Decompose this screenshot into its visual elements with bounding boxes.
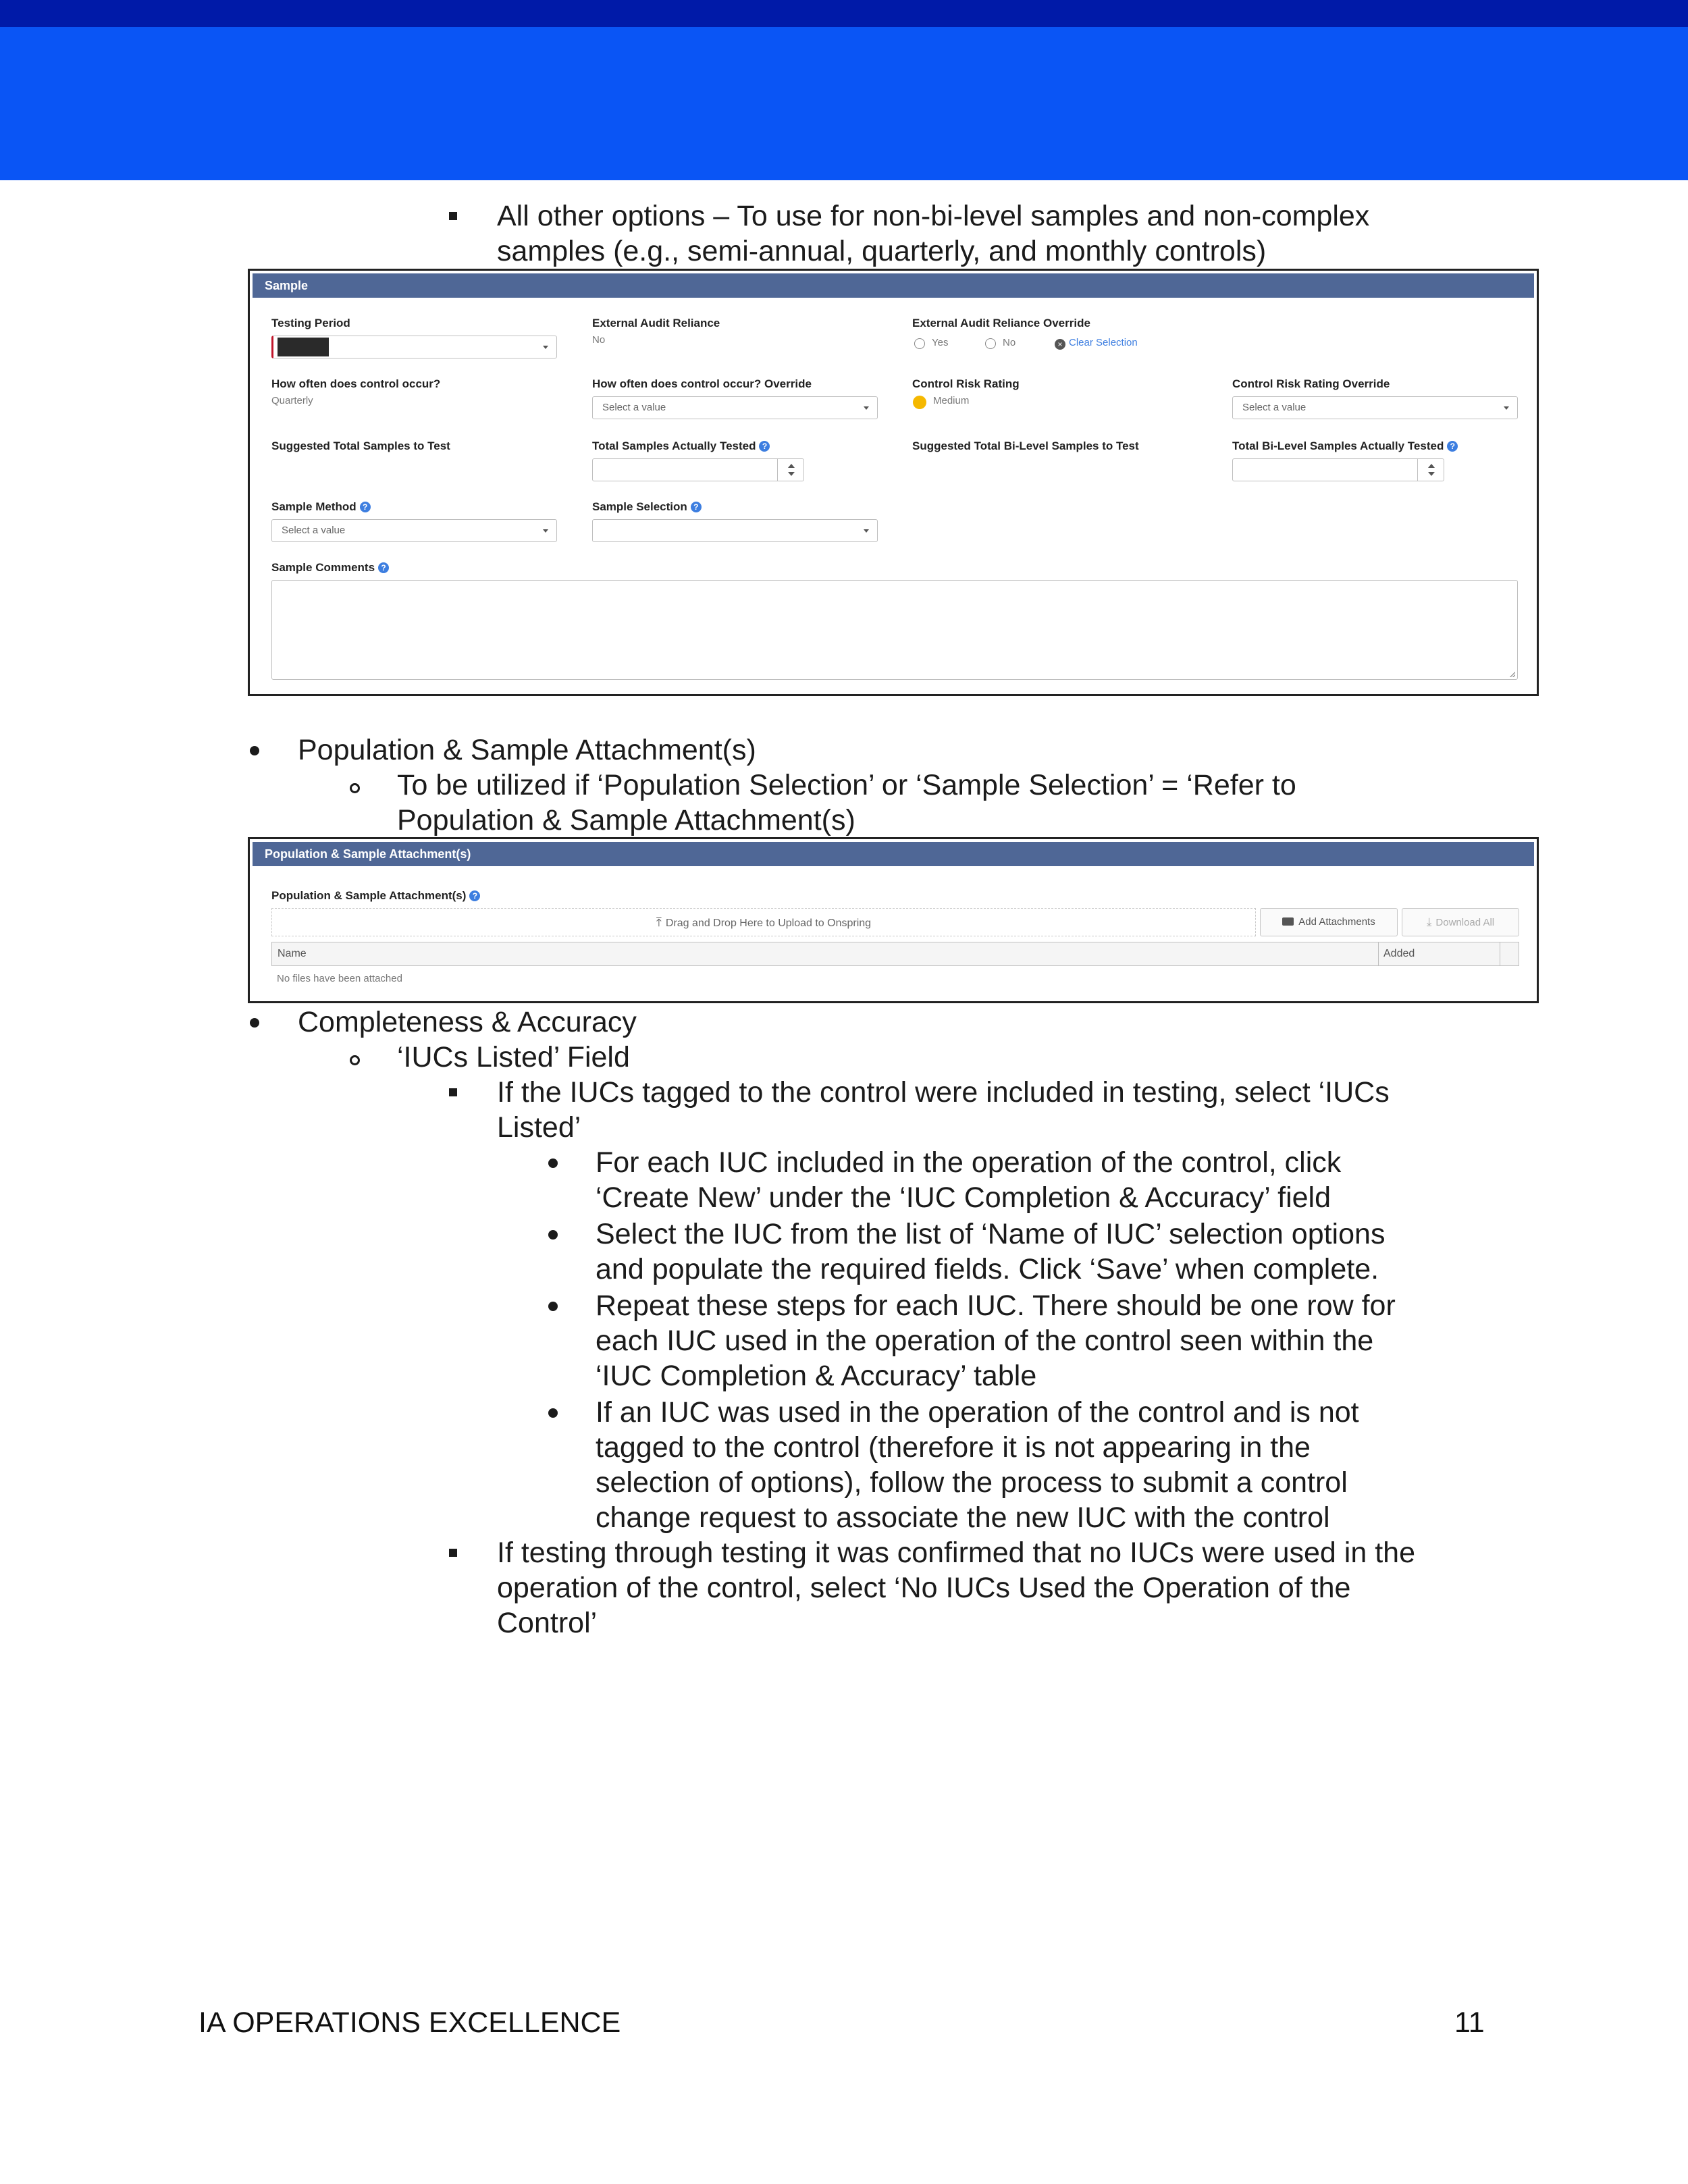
help-icon[interactable]: ? — [1447, 441, 1458, 452]
sub4-line-2: tagged to the control (therefore it is not appearing in the — [596, 1431, 1311, 1464]
sub3-line-2: each IUC used in the operation of the control seen within the — [596, 1325, 1374, 1357]
page-number: 11 — [1454, 2006, 1485, 2039]
column-header-name[interactable]: Name — [278, 948, 307, 959]
help-icon[interactable]: ? — [691, 502, 702, 512]
total-tested-input[interactable] — [592, 458, 804, 481]
sample-panel-header: Sample — [253, 273, 1534, 298]
dropzone-text: Drag and Drop Here to Upload to Onspring — [665, 917, 872, 929]
risk-dot-icon — [913, 396, 926, 409]
bilevel-tested-label-wrap — [1232, 440, 1458, 453]
sub4-line-3: selection of options), follow the process to submit a control — [596, 1466, 1348, 1499]
external-audit-reliance-label: External Audit Reliance — [592, 317, 720, 329]
suggested-bilevel-label: Suggested Total Bi-Level Samples to Test — [912, 440, 1139, 452]
attachment-panel-header: Population & Sample Attachment(s) — [253, 842, 1534, 866]
stepper-buttons[interactable] — [777, 459, 803, 481]
how-often-override-label: How often does control occur? Override — [592, 377, 812, 390]
item1-line-2: Listed’ — [497, 1111, 581, 1144]
download-icon: ⤓ — [1426, 915, 1432, 928]
banner-top-strip — [0, 0, 1688, 27]
clear-selection-link[interactable] — [1055, 337, 1138, 350]
sample-method-label-wrap — [271, 500, 371, 514]
no-files-text: No files have been attached — [277, 973, 402, 984]
square-bullet-icon — [449, 212, 457, 220]
radio-no[interactable] — [985, 338, 996, 349]
intro-line-1: All other options – To use for non-bi-level samples and non-complex — [497, 200, 1370, 232]
control-risk-override-label: Control Risk Rating Override — [1232, 377, 1390, 390]
round-bullet-icon — [250, 1018, 259, 1028]
round-bullet-icon — [548, 1158, 558, 1168]
sample-selection-label-wrap — [592, 500, 702, 514]
help-icon[interactable]: ? — [378, 562, 389, 573]
sub2-line-2: and populate the required fields. Click ‘Save’ when complete. — [596, 1253, 1379, 1285]
sample-method-label: Sample Method — [271, 500, 357, 513]
chevron-down-icon — [864, 529, 869, 533]
radio-yes-label: Yes — [932, 337, 949, 348]
external-audit-reliance-value: No — [592, 334, 606, 346]
sample-comments-textarea[interactable] — [271, 580, 1518, 680]
radio-no-label: No — [1003, 337, 1016, 348]
help-icon[interactable]: ? — [759, 441, 770, 452]
column-divider — [1378, 942, 1379, 965]
chevron-down-icon — [543, 346, 548, 349]
column-header-added[interactable]: Added — [1383, 948, 1415, 959]
sub2-line-1: Select the IUC from the list of ‘Name of IUC’ selection options — [596, 1218, 1386, 1250]
sample-method-select[interactable] — [271, 519, 557, 542]
add-attachments-button[interactable] — [1260, 908, 1398, 936]
chevron-down-icon — [864, 406, 869, 410]
sub3-line-3: ‘IUC Completion & Accuracy’ table — [596, 1360, 1037, 1392]
population-sub-line-1: To be utilized if ‘Population Selection’ or ‘Sample Selection’ = ‘Refer to — [397, 769, 1296, 801]
sample-selection-select[interactable] — [592, 519, 878, 542]
total-tested-label-wrap — [592, 440, 770, 453]
population-sub-line-2: Population & Sample Attachment(s) — [397, 804, 855, 836]
chevron-down-icon — [1504, 406, 1509, 410]
completeness-heading: Completeness & Accuracy — [298, 1006, 637, 1038]
round-bullet-icon — [548, 1408, 558, 1418]
banner — [0, 27, 1688, 180]
help-icon[interactable]: ? — [360, 502, 371, 512]
clear-selection-text: Clear Selection — [1069, 337, 1138, 348]
arrow-down-icon — [788, 472, 795, 476]
attachment-panel — [248, 837, 1539, 1003]
control-risk-value: Medium — [933, 395, 970, 406]
item1-line-1: If the IUCs tagged to the control were included in testing, select ‘IUCs — [497, 1076, 1390, 1109]
round-bullet-icon — [548, 1302, 558, 1311]
sub1-line-1: For each IUC included in the operation of the control, click — [596, 1146, 1342, 1179]
how-often-label: How often does control occur? — [271, 377, 441, 390]
round-bullet-icon — [548, 1230, 558, 1240]
iucs-listed-heading: ‘IUCs Listed’ Field — [397, 1041, 630, 1073]
square-bullet-icon — [449, 1549, 457, 1557]
download-all-button[interactable] — [1402, 908, 1519, 936]
item2-line-2: operation of the control, select ‘No IUCs Used the Operation of the — [497, 1572, 1351, 1604]
clear-icon: × — [1055, 339, 1065, 350]
sub4-line-4: change request to associate the new IUC with the control — [596, 1501, 1330, 1534]
item2-line-1: If testing through testing it was confirmed that no IUCs were used in the — [497, 1537, 1415, 1569]
folder-open-icon — [1282, 917, 1294, 926]
square-bullet-icon — [449, 1088, 457, 1096]
testing-period-select[interactable] — [271, 336, 557, 358]
upload-icon: ⤒ — [656, 915, 662, 929]
sub3-line-1: Repeat these steps for each IUC. There should be one row for — [596, 1289, 1396, 1322]
bilevel-tested-label: Total Bi-Level Samples Actually Tested — [1232, 440, 1444, 452]
how-often-override-placeholder: Select a value — [602, 402, 666, 413]
footer-title: IA OPERATIONS EXCELLENCE — [199, 2006, 621, 2039]
sub1-line-2: ‘Create New’ under the ‘IUC Completion & Accuracy’ field — [596, 1181, 1331, 1214]
control-risk-override-select[interactable] — [1232, 396, 1518, 419]
hollow-bullet-icon — [350, 1055, 360, 1065]
attachment-field-label: Population & Sample Attachment(s) — [271, 889, 467, 902]
sample-panel — [248, 269, 1539, 696]
radio-yes[interactable] — [914, 338, 925, 349]
download-all-label: Download All — [1435, 917, 1495, 928]
sample-selection-label: Sample Selection — [592, 500, 687, 513]
hollow-bullet-icon — [350, 783, 360, 793]
how-often-value: Quarterly — [271, 395, 313, 406]
stepper-buttons[interactable] — [1417, 459, 1444, 481]
attachment-field-label-wrap — [271, 889, 480, 903]
how-often-override-select[interactable] — [592, 396, 878, 419]
control-risk-label: Control Risk Rating — [912, 377, 1020, 390]
arrow-up-icon — [788, 464, 795, 468]
sub4-line-1: If an IUC was used in the operation of the control and is not — [596, 1396, 1359, 1429]
attachments-table-header — [271, 942, 1519, 966]
control-risk-override-placeholder: Select a value — [1242, 402, 1307, 413]
intro-line-2: samples (e.g., semi-annual, quarterly, and monthly controls) — [497, 235, 1267, 267]
redacted-block — [278, 338, 329, 356]
upload-dropzone[interactable] — [271, 908, 1256, 936]
external-audit-override-label: External Audit Reliance Override — [912, 317, 1090, 329]
help-icon[interactable]: ? — [469, 890, 480, 901]
population-heading: Population & Sample Attachment(s) — [298, 734, 756, 766]
sample-comments-label: Sample Comments — [271, 561, 375, 574]
testing-period-label: Testing Period — [271, 317, 350, 329]
item2-line-3: Control’ — [497, 1607, 598, 1639]
chevron-down-icon — [543, 529, 548, 533]
resize-handle-icon[interactable] — [1510, 672, 1515, 677]
bilevel-tested-input[interactable] — [1232, 458, 1444, 481]
total-tested-label: Total Samples Actually Tested — [592, 440, 756, 452]
arrow-down-icon — [1428, 472, 1435, 476]
suggested-total-label: Suggested Total Samples to Test — [271, 440, 450, 452]
arrow-up-icon — [1428, 464, 1435, 468]
sample-comments-label-wrap — [271, 561, 389, 575]
add-attachments-label: Add Attachments — [1298, 916, 1375, 928]
round-bullet-icon — [250, 746, 259, 755]
sample-method-placeholder: Select a value — [282, 525, 346, 536]
